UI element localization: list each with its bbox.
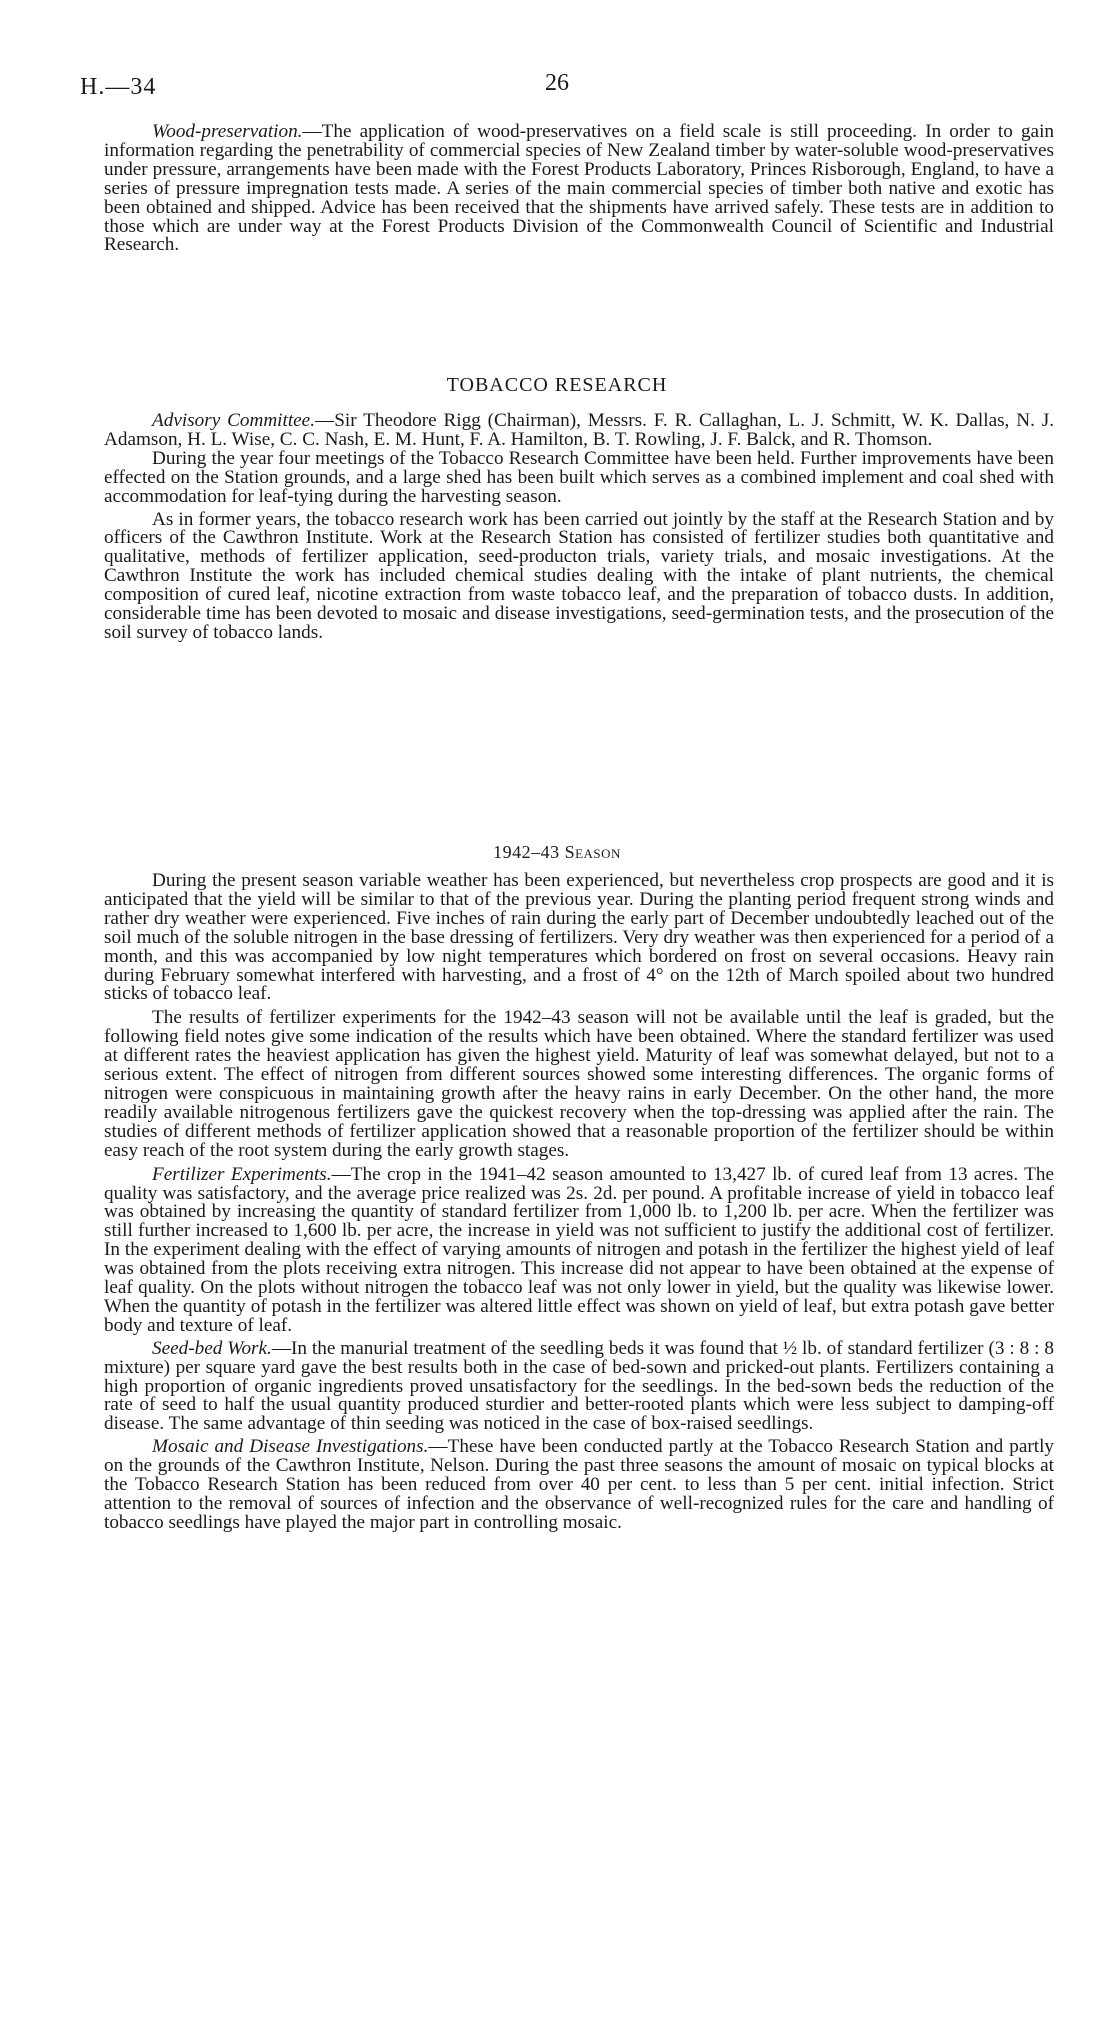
mosaic-text: —These have been conducted partly at the Tobacco Research Station and partly on the grounds of the Cawthron Institute, Nelson. During the past three seasons the amount of mosaic on typical blocks at the Tobacco Research Station has been reduced from over 40 per cent. to less than 5 per cent. initial infection. Strict attention to the removal of sources of infection and the observance of well-recognized rules for the care and handling of tobacco seedlings have played the major part in controlling mosaic. [104,1436,1054,1533]
tobacco-research-section [104,412,1054,643]
seed-bed-text: —In the manurial treatment of the seedling beds it was found that ½ lb. of standard fertilizer (3 : 8 : 8 mixture) per square yard gave the best results both in the case of bed-sown and pricked-out plants. Fertilizers containing a high proportion of organic ingredients proved unsatisfactory for the seedlings. In the bed-sown beds the reduction of the rate of seed to half the usual quantity produced sturdier and better-rooted plants which were less subject to damping-off disease. The same advantage of thin seeding was noticed in the case of box-raised seedlings. [104,1337,1054,1435]
season-section [104,872,1054,1533]
page-number: 26 [545,70,569,96]
advisory-committee-lead: Advisory Committee. [152,410,315,431]
wood-preservation-section [104,123,1054,255]
advisory-committee-text: —Sir Theodore Rigg (Chairman), Messrs. F. R. Callaghan, L. J. Schmitt, W. K. Dallas, N. J. Adamson, H. L. Wise, C. C. Nash, E. M. Hunt, F. A. Hamilton, B. T. Rowling, J. F. Balck, and R. Thomson. [104,410,1054,450]
research-work-paragraph: As in former years, the tobacco research work has been carried out jointly by the staff at the Research Station and by officers of the Cawthron Institute. Work at the Research Station has consisted of fertilizer studies both quantitative and qualitative, methods of fertilizer application, seed-producton trials, variety trials, and mosaic investigations. At the Cawthron Institute the work has included chemical studies dealing with the intake of plant nutrients, the chemical composition of cured leaf, nicotine extraction from waste tobacco leaf, and the preparation of tobacco dusts. In addition, considerable time has been devoted to mosaic and disease investigations, seed-germination tests, and the prosecution of the soil survey of tobacco lands. [104,508,1054,643]
wood-preservation-paragraph [104,123,1054,255]
season-heading-year: 1942–43 [493,842,560,862]
tobacco-research-heading: TOBACCO RESEARCH [446,374,668,396]
wood-preservation-lead: Wood-preservation. [152,121,303,142]
fertilizer-experiments-lead: Fertilizer Experiments. [152,1163,332,1185]
season-heading [0,842,1114,863]
fertilizer-results-paragraph: The results of fertilizer experiments for the 1942–43 season will not be available until the leaf is graded, but the following field notes give some indication of the results which have been obtained. Where the standard fertilizer was used at different rates the heaviest application has given the highest yield. Maturity of leaf was somewhat delayed, but not to a serious extent. The effect of nitrogen from different sources showed some interesting differences. The organic forms of nitrogen were conspicuous in maintaining growth after the heavy rains in early December. On the other hand, the more readily available nitrogenous fertilizers gave the quickest recovery when the top-dressing was applied after the rain. The studies of different methods of fertilizer application showed that a reasonable proportion of the fertilizer should be within easy reach of the root system during the early growth stages. [104,1007,1054,1161]
mosaic-paragraph [104,1438,1054,1533]
seed-bed-paragraph [104,1337,1054,1435]
meetings-paragraph: During the year four meetings of the Tobacco Research Committee have been held. Further improvements have been effected on the Station grounds, and a large shed has been built which serves as a combined implement and coal shed with accommodation for leaf-tying during the harvesting season. [104,447,1054,507]
fertilizer-experiments-paragraph [104,1163,1054,1336]
fertilizer-experiments-text: —The crop in the 1941–42 season amounted to 13,427 lb. of cured leaf from 13 acres. The quality was satisfactory, and the average price realized was 2s. 2d. per pound. A profitable increase of yield in tobacco leaf was obtained by increasing the quantity of standard fertilizer from 1,000 lb. to 1,200 lb. per acre. When the fertilizer was still further increased to 1,600 lb. per acre, the increase in yield was not sufficient to justify the additional cost of fertilizer. In the experiment dealing with the effect of varying amounts of nitrogen and potash in the fertilizer the highest yield of leaf was obtained from the plots receiving extra nitrogen. This increase did not appear to have been obtained at the expense of leaf quality. On the plots without nitrogen the tobacco leaf was not only lower in yield, but the quality was likewise lower. When the quantity of potash in the fertilizer was altered little effect was shown on yield of leaf, but extra potash gave better body and texture of leaf. [104,1163,1054,1336]
weather-paragraph: During the present season variable weather has been experienced, but nevertheless crop prospects are good and it is anticipated that the yield will be similar to that of the previous year. During the planting period frequent strong winds and rather dry weather were experienced. Five inches of rain during the early part of December undoubtedly leached out of the soil much of the soluble nitrogen in the base dressing of fertilizers. Very dry weather was then experienced for a period of a month, and this was accompanied by low night temperatures which bordered on frost on several occasions. Heavy rain during February somewhat interfered with harvesting, and a frost of 4° on the 12th of March spoiled about two hundred sticks of tobacco leaf. [104,870,1054,1005]
wood-preservation-text: —The application of wood-preservatives on a field scale is still proceeding. In order to gain information regarding the penetrability of commercial species of New Zealand timber by water-soluble wood-preservatives under pressure, arrangements have been made with the Forest Products Laboratory, Princes Risborough, England, to have a series of pressure impregnation tests made. A series of the main commercial species of timber both native and exotic has been obtained and shipped. Advice has been received that the shipments have arrived safely. These tests are in addition to those which are under way at the Forest Products Division of the Commonwealth Council of Scientific and Industrial Research. [104,121,1054,256]
section-code: H.—34 [80,74,157,100]
season-heading-word: Season [564,842,621,862]
advisory-committee-paragraph [104,412,1054,450]
mosaic-lead: Mosaic and Disease Investigations. [152,1436,429,1458]
seed-bed-lead: Seed-bed Work. [152,1337,272,1359]
